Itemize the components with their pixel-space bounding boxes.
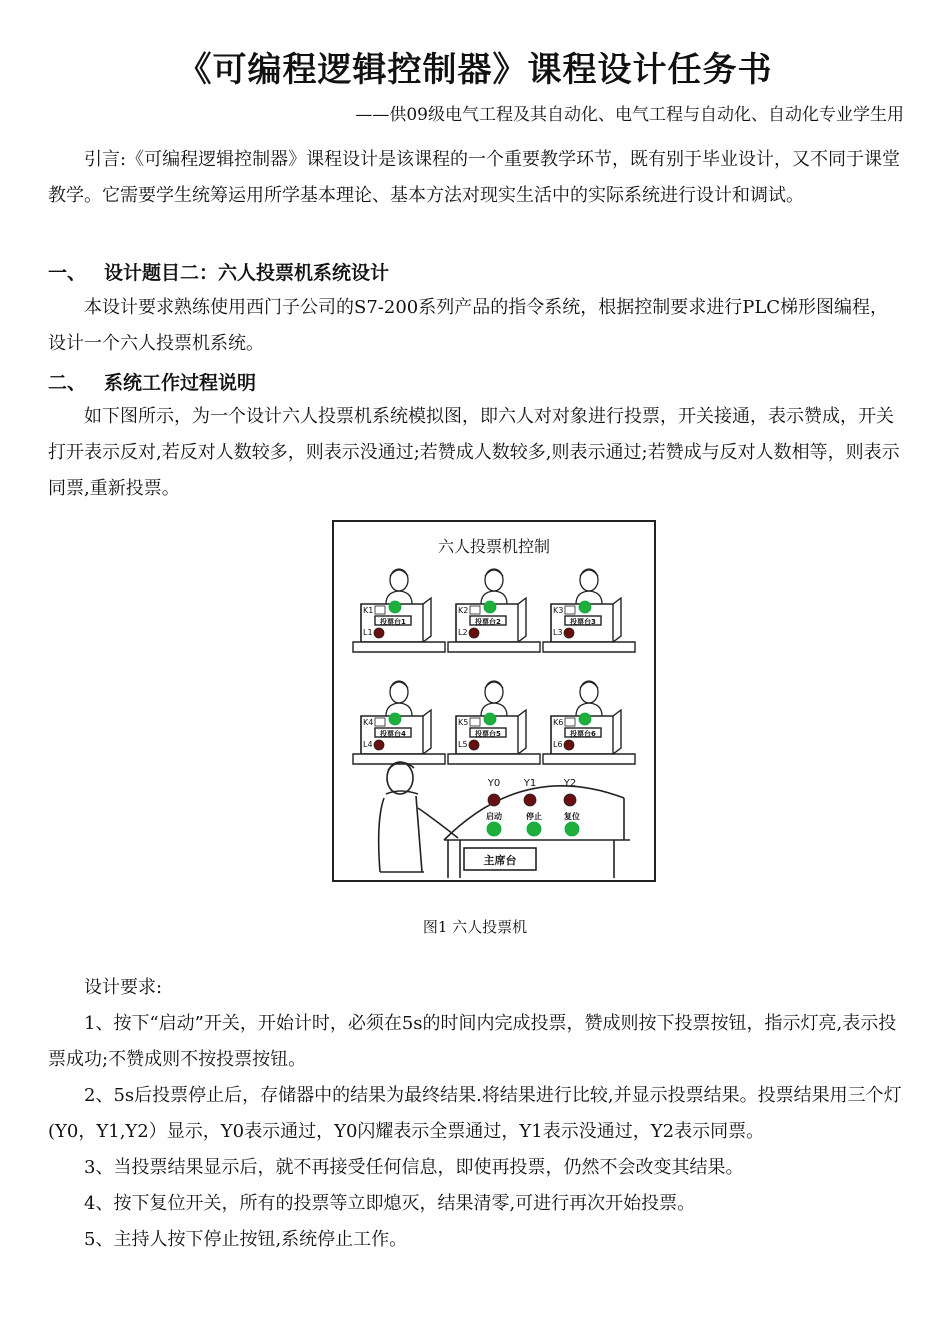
output-label: Y1 — [523, 778, 537, 789]
lamp-label: L3 — [553, 628, 563, 637]
station-label: 投票台5 — [475, 730, 501, 738]
vote-button — [484, 713, 496, 725]
output-lamp — [564, 794, 576, 806]
lamp-label: L6 — [553, 740, 563, 749]
control-button-label: 停止 — [526, 812, 542, 821]
voting-station — [543, 681, 635, 764]
lamp-label: L4 — [363, 740, 373, 749]
voter-figure — [576, 681, 602, 716]
switch-marker — [470, 606, 480, 614]
control-button — [565, 822, 579, 836]
voter-figure — [576, 569, 602, 604]
section-1-number: 一、 — [48, 262, 87, 284]
control-button — [487, 822, 501, 836]
vote-button — [484, 601, 496, 613]
voter-figure — [386, 681, 412, 716]
indicator-lamp — [564, 740, 574, 750]
requirement-item-2: 2、5s后投票停止后，存储器中的结果为最终结果.将结果进行比较,并显示投票结果。投票结果用三个灯(Y0，Y1,Y2）显示，Y0表示通过，Y0闪耀表示全票通过，Y1表示没通过，Y2表示同票。 — [48, 1085, 902, 1142]
requirements-section — [48, 970, 904, 1258]
figure-caption: 图1 六人投票机 — [422, 918, 528, 936]
station-label: 投票台4 — [380, 730, 406, 738]
desk-label: 主席台 — [483, 854, 517, 867]
lamp-label: L1 — [363, 628, 373, 637]
station-label: 投票台2 — [475, 618, 501, 626]
voting-machine-figure — [332, 520, 656, 882]
chairman-scene — [379, 762, 630, 878]
presenter-figure — [379, 762, 458, 872]
section-2-number: 二、 — [48, 372, 87, 394]
switch-marker — [470, 718, 480, 726]
figure-title: 六人投票机控制 — [437, 537, 551, 556]
vote-button — [389, 713, 401, 725]
voting-station — [448, 681, 540, 764]
requirement-item-1: 1、按下“启动”开关，开始计时，必须在5s的时间内完成投票，赞成则按下投票按钮，指示灯亮,表示投票成功;不赞成则不按投票按钮。 — [48, 1013, 897, 1070]
switch-label: K4 — [363, 718, 374, 727]
voting-station — [353, 681, 445, 764]
vote-button — [389, 601, 401, 613]
requirement-item-4: 4、按下复位开关，所有的投票等立即熄灭，结果清零,可进行再次开始投票。 — [84, 1193, 696, 1214]
station-label: 投票台6 — [570, 730, 596, 738]
output-lamp — [524, 794, 536, 806]
switch-label: K3 — [553, 606, 564, 615]
voter-figure — [386, 569, 412, 604]
section-2-title: 系统工作过程说明 — [104, 372, 257, 394]
indicator-lamp — [374, 740, 384, 750]
voter-figure — [481, 681, 507, 716]
vote-button — [579, 713, 591, 725]
lamp-label: L5 — [458, 740, 468, 749]
document-subtitle: ——供09级电气工程及其自动化、电气工程与自动化、自动化专业学生用 — [355, 105, 904, 125]
lamp-label: L2 — [458, 628, 468, 637]
requirements-heading: 设计要求: — [84, 977, 163, 998]
voting-station — [353, 569, 445, 652]
output-lamp — [488, 794, 500, 806]
section-1-heading — [48, 258, 389, 285]
switch-marker — [565, 718, 575, 726]
control-button — [527, 822, 541, 836]
indicator-lamp — [564, 628, 574, 638]
indicator-lamp — [469, 740, 479, 750]
station-label: 投票台3 — [570, 618, 596, 626]
control-button-label: 启动 — [486, 812, 502, 821]
switch-label: K2 — [458, 606, 469, 615]
vote-button — [579, 601, 591, 613]
document-title: 《可编程逻辑控制器》课程设计任务书 — [177, 50, 773, 90]
station-label: 投票台1 — [380, 618, 406, 626]
voter-figure — [481, 569, 507, 604]
section-2-heading — [48, 368, 256, 395]
control-button-label: 复位 — [564, 812, 580, 821]
switch-label: K5 — [458, 718, 469, 727]
intro-paragraph: 引言:《可编程逻辑控制器》课程设计是该课程的一个重要教学环节，既有别于毕业设计，又不同于课堂教学。它需要学生统筹运用所学基本理论、基本方法对现实生活中的实际系统进行设计和调试。 — [48, 149, 901, 206]
section-1-title: 设计题目二：六人投票机系统设计 — [104, 262, 390, 284]
switch-marker — [565, 606, 575, 614]
switch-label: K6 — [553, 718, 564, 727]
indicator-lamp — [469, 628, 479, 638]
section-2-body: 如下图所示，为一个设计六人投票机系统模拟图，即六人对对象进行投票，开关接通，表示赞成，开关打开表示反对,若反对人数较多，则表示没通过;若赞成人数较多,则表示通过;若赞成与反对人数相等，则表示同票,重新投票。 — [48, 406, 900, 499]
indicator-lamp — [374, 628, 384, 638]
output-label: Y2 — [563, 778, 577, 789]
voting-station — [448, 569, 540, 652]
voting-station — [543, 569, 635, 652]
voting-machine-diagram — [334, 522, 654, 880]
requirement-item-5: 5、主持人按下停止按钮,系统停止工作。 — [84, 1229, 408, 1250]
section-1-body: 本设计要求熟练使用西门子公司的S7-200系列产品的指令系统，根据控制要求进行PLC梯形图编程，设计一个六人投票机系统。 — [48, 297, 889, 354]
switch-marker — [375, 718, 385, 726]
switch-label: K1 — [363, 606, 374, 615]
output-label: Y0 — [487, 778, 501, 789]
switch-marker — [375, 606, 385, 614]
requirement-item-3: 3、当投票结果显示后，就不再接受任何信息，即使再投票，仍然不会改变其结果。 — [84, 1157, 744, 1178]
